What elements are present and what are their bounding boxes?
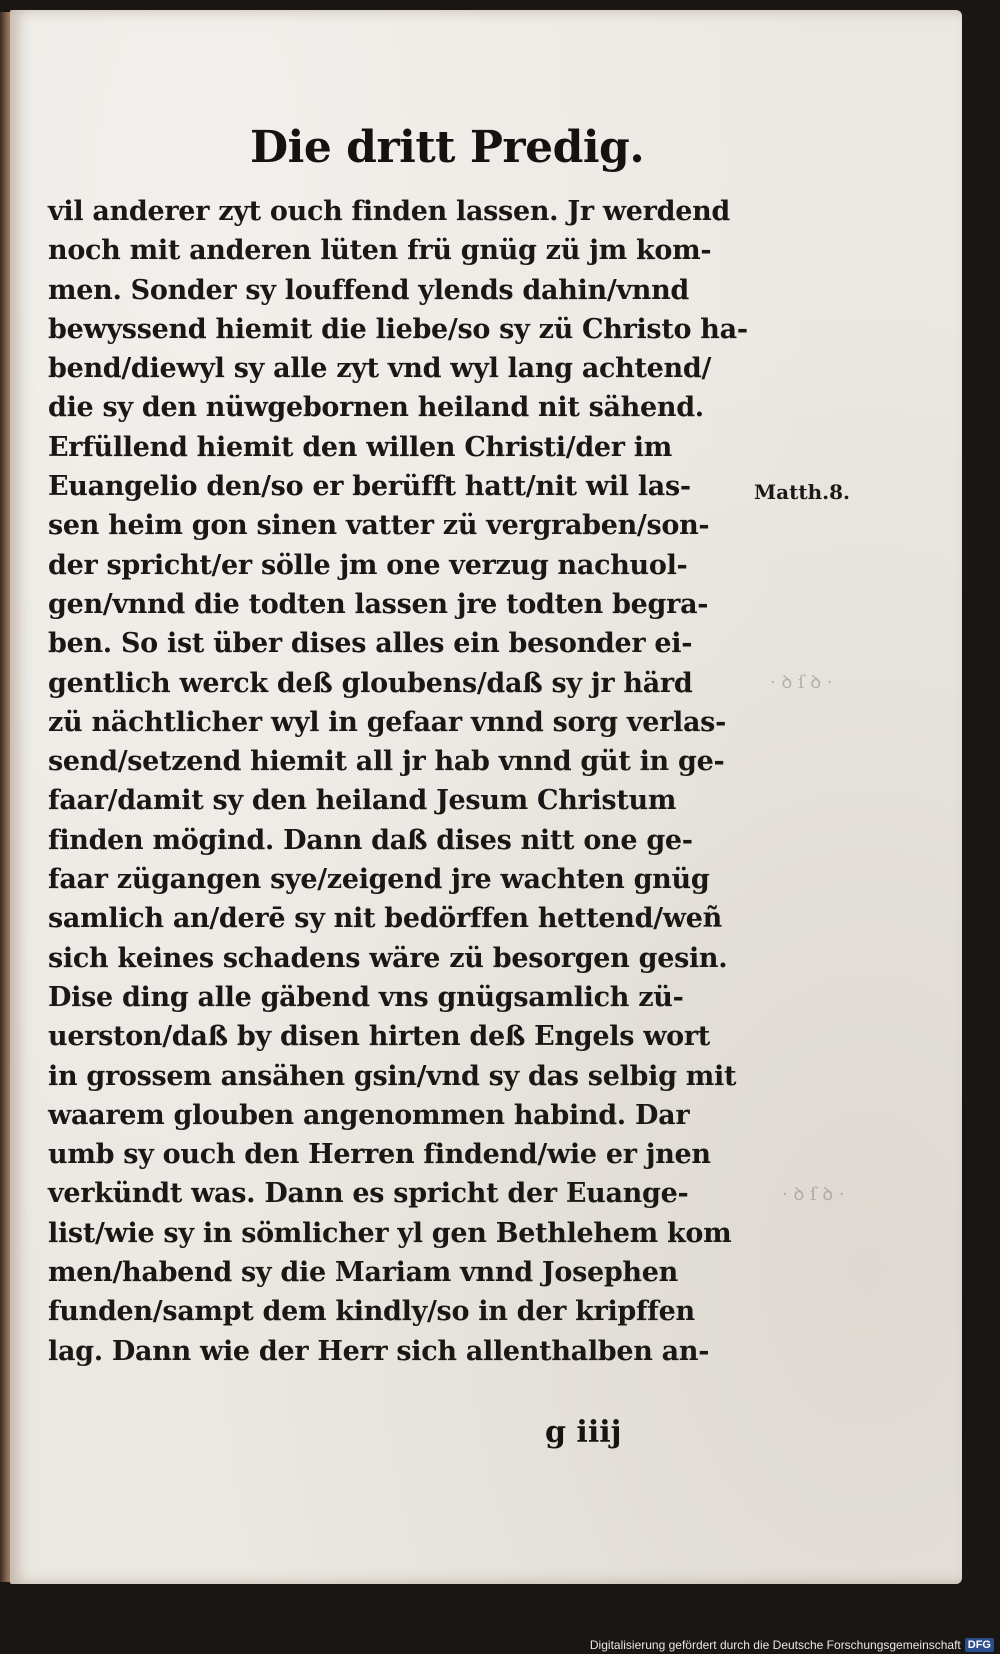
text-line: ben. So ist über dises alles ein besonder ei- [48,628,693,660]
text-line: Dise ding alle gäbend vns gnügsamlich zü- [48,981,684,1013]
text-line: Erfüllend hiemit den willen Christi/der im [48,431,673,463]
text-line: men. Sonder sy louffend ylends dahin/vnnd [48,274,690,306]
text-line: Euangelio den/so er berüfft hatt/nit wil las- [48,471,691,503]
marginal-note: Matth.8. [754,480,850,504]
text-line: umb sy ouch den Herren findend/wie er jnen [48,1139,711,1171]
text-line: lag. Dann wie der Herr sich allenthalben an- [48,1335,710,1367]
book-page [10,10,962,1584]
text-line: der spricht/er sölle jm one verzug nachuol- [48,549,688,581]
text-line: die sy den nüwgebornen heiland nit sähend. [48,392,704,424]
text-line: gen/vnnd die todten lassen jre todten begra- [48,588,709,620]
text-line: gentlich werck deß gloubens/daß sy jr härd [48,667,693,699]
digitization-footer [590,1638,994,1652]
text-line: bend/diewyl sy alle zyt vnd wyl lang achtend/ [48,353,712,385]
footer-text: Digitalisierung gefördert durch die Deutsche Forschungsgemeinschaft [589,1638,961,1652]
bleed-through-mark: · ꝺ ſ ꝺ · [770,672,833,693]
text-line: noch mit anderen lüten frü gnüg zü jm kom- [48,235,712,267]
text-line: uerston/daß by disen hirten deß Engels wort [48,1021,710,1053]
text-line: men/habend sy die Mariam vnnd Josephen [48,1257,678,1289]
text-line: vil anderer zyt ouch finden lassen. Jr werdend [48,196,730,227]
text-line: zü nächtlicher wyl in gefaar vnnd sorg verlas- [48,706,726,738]
body-text [48,192,748,1371]
bleed-through-mark: · ꝺ ſ ꝺ · [782,1184,845,1205]
text-line: faar/damit sy den heiland Jesum Christum [48,785,677,817]
text-line: in grossem ansähen gsin/vnd sy das selbig mit [48,1060,737,1092]
text-line: faar zügangen sye/zeigend jre wachten gnüg [48,864,710,896]
text-line: verkündt was. Dann es spricht der Euange- [48,1178,689,1210]
text-line: funden/sampt dem kindly/so in der kripffen [48,1296,695,1328]
text-line: bewyssend hiemit die liebe/so sy zü Christo ha- [48,313,748,345]
text-line: sen heim gon sinen vatter zü vergraben/son- [48,510,710,542]
text-line: samlich an/derē sy nit bedörffen hettend/weñ [48,903,722,935]
page-header: Die dritt Predig. [250,122,645,173]
text-line: sich keines schadens wäre zü besorgen gesin. [48,942,728,974]
text-line: finden mögind. Dann daß dises nitt one ge- [48,824,693,856]
text-line: waarem glouben angenommen habind. Dar [48,1099,690,1131]
text-line: send/setzend hiemit all jr hab vnnd güt in ge- [48,746,725,778]
text-line: list/wie sy in sömlicher yl gen Bethlehem kom [48,1217,732,1249]
dfg-logo-icon: DFG [965,1638,994,1652]
signature-mark: g iiij [545,1415,622,1450]
